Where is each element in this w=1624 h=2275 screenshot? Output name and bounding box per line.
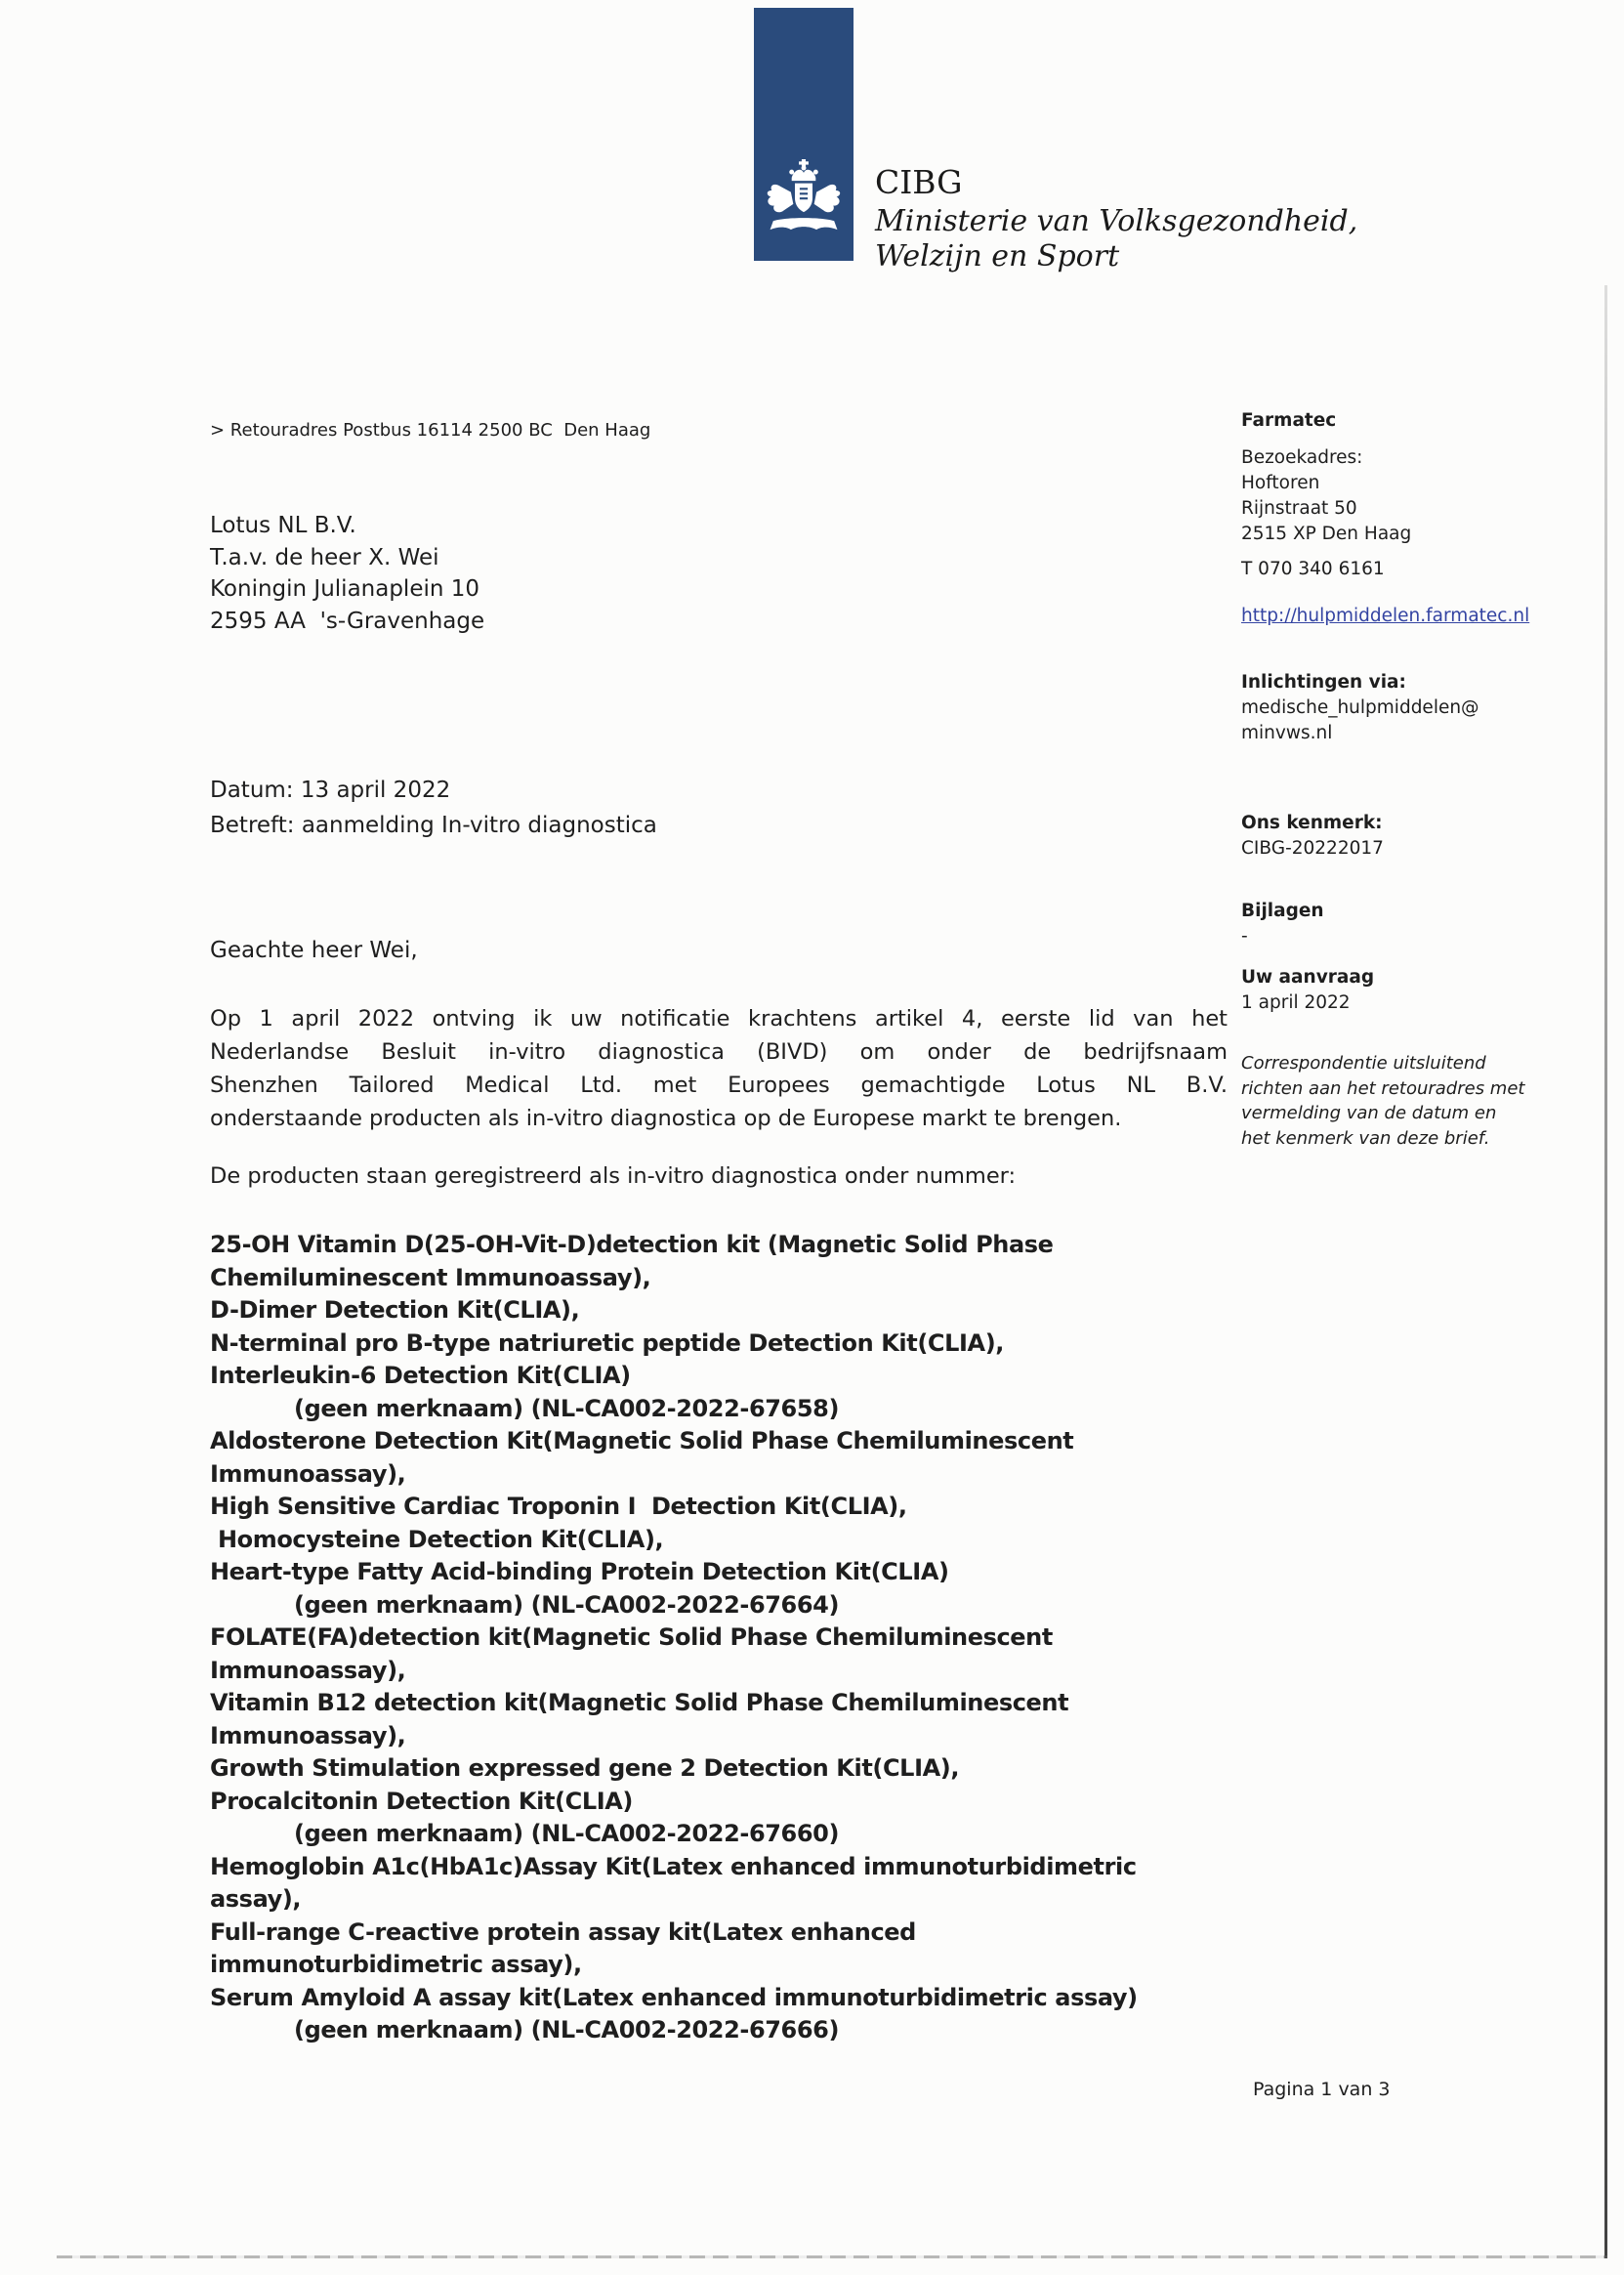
salutation: Geachte heer Wei, xyxy=(210,938,418,963)
product-line: assay), xyxy=(210,1885,302,1913)
coat-of-arms-icon xyxy=(764,154,844,244)
logo-ministry-line2: Welzijn en Sport xyxy=(875,239,1120,274)
product-line: Hemoglobin A1c(HbA1c)Assay Kit(Latex enhanced immunoturbidimetric xyxy=(210,1852,1137,1880)
product-line: Full-range C-reactive protein assay kit(Latex enhanced xyxy=(210,1917,916,1946)
product-line: 25-OH Vitamin D(25-OH-Vit-D)detection kit (Magnetic Solid Phase xyxy=(210,1231,1054,1258)
scan-edge-vertical-line xyxy=(1604,285,1607,2258)
product-line: Heart-type Fatty Acid-binding Protein Detection Kit(CLIA) xyxy=(210,1558,949,1585)
sidebar-inlichtingen xyxy=(1241,670,1479,746)
product-line: Aldosterone Detection Kit(Magnetic Solid Phase Chemiluminescent xyxy=(210,1427,1074,1454)
aanvraag-label: Uw aanvraag xyxy=(1241,967,1375,988)
product-line: Homocysteine Detection Kit(CLIA), xyxy=(210,1525,664,1553)
product-line: High Sensitive Cardiac Troponin I Detection Kit(CLIA), xyxy=(210,1493,907,1520)
correspondence-note-line: richten aan het retouradres met xyxy=(1241,1077,1525,1099)
rijksoverheid-logo xyxy=(754,8,854,261)
logo-org-name: CIBG xyxy=(875,163,963,201)
product-line: Immunoassay), xyxy=(210,1721,406,1749)
visit-address-line: 2515 XP Den Haag xyxy=(1241,524,1412,544)
product-line: (geen merknaam) (NL-CA002-2022-67660) xyxy=(294,1820,840,1847)
product-line: Procalcitonin Detection Kit(CLIA) xyxy=(210,1787,633,1815)
sidebar-department: Farmatec xyxy=(1241,410,1337,431)
visit-address-lines xyxy=(1241,471,1411,547)
farmatec-link[interactable]: http://hulpmiddelen.farmatec.nl xyxy=(1241,606,1530,626)
product-list xyxy=(210,1229,1138,2047)
sidebar-kenmerk xyxy=(1241,811,1384,862)
recipient-address-line: Koningin Julianaplein 10 xyxy=(210,576,480,602)
retouradres-line: > Retouradres Postbus 16114 2500 BC Den Haag xyxy=(210,420,651,441)
page-number: Pagina 1 van 3 xyxy=(1253,2079,1391,2100)
correspondence-note xyxy=(1241,1051,1524,1151)
product-line: Immunoassay), xyxy=(210,1459,406,1488)
date-subject-block xyxy=(210,773,657,843)
aanvraag-value: 1 april 2022 xyxy=(1241,992,1351,1013)
product-line: Interleukin-6 Detection Kit(CLIA) xyxy=(210,1362,631,1389)
sidebar-phone: T 070 340 6161 xyxy=(1241,559,1385,579)
visit-address-label: Bezoekadres: xyxy=(1241,447,1363,468)
body-paragraph-line: onderstaande producten als in-vitro diagnostica op de Europese markt te brengen. xyxy=(210,1106,1122,1131)
product-line: FOLATE(FA)detection kit(Magnetic Solid Phase Chemiluminescent xyxy=(210,1623,1053,1651)
product-line: N-terminal pro B-type natriuretic peptide Detection Kit(CLIA), xyxy=(210,1328,1004,1357)
product-line: Vitamin B12 detection kit(Magnetic Solid Phase Chemiluminescent xyxy=(210,1689,1069,1716)
visit-address-line: Hoftoren xyxy=(1241,473,1320,493)
inlichtingen-lines xyxy=(1241,695,1479,746)
bijlagen-value: - xyxy=(1241,926,1248,947)
recipient-address-block xyxy=(210,510,484,637)
sidebar-link-wrap xyxy=(1241,606,1529,626)
body-paragraph-line: Shenzhen Tailored Medical Ltd. met Europees gemachtigde Lotus NL B.V. xyxy=(210,1073,1228,1098)
product-line: Growth Stimulation expressed gene 2 Detection Kit(CLIA), xyxy=(210,1754,960,1782)
kenmerk-label: Ons kenmerk: xyxy=(1241,813,1383,833)
sidebar-bijlagen xyxy=(1241,899,1324,949)
product-line: (geen merknaam) (NL-CA002-2022-67658) xyxy=(294,1394,840,1422)
inlichtingen-label: Inlichtingen via: xyxy=(1241,672,1406,693)
logo-ministry-line1: Ministerie van Volksgezondheid, xyxy=(875,204,1358,238)
scan-edge-bottom-line xyxy=(57,2255,1607,2258)
letter-meta-line: Betreft: aanmelding In-vitro diagnostica xyxy=(210,813,657,838)
recipient-address-line: T.a.v. de heer X. Wei xyxy=(210,544,439,570)
inlichtingen-line: minvws.nl xyxy=(1241,723,1333,743)
product-line: (geen merknaam) (NL-CA002-2022-67666) xyxy=(294,2016,840,2043)
correspondence-note-line: Correspondentie uitsluitend xyxy=(1241,1053,1486,1074)
inlichtingen-line: medische_hulpmiddelen@ xyxy=(1241,697,1479,718)
correspondence-note-line: vermelding van de datum en xyxy=(1241,1103,1497,1123)
kenmerk-value: CIBG-20222017 xyxy=(1241,838,1384,859)
product-line: Chemiluminescent Immunoassay), xyxy=(210,1263,651,1291)
product-line: D-Dimer Detection Kit(CLIA), xyxy=(210,1296,580,1324)
recipient-address-line: Lotus NL B.V. xyxy=(210,513,356,538)
logo-text xyxy=(875,163,1358,274)
recipient-address-line: 2595 AA 's-Gravenhage xyxy=(210,608,485,634)
product-line: (geen merknaam) (NL-CA002-2022-67664) xyxy=(294,1590,840,1619)
products-intro-line: De producten staan geregistreerd als in-vitro diagnostica onder nummer: xyxy=(210,1163,1017,1189)
body-paragraph xyxy=(210,1002,1228,1135)
body-paragraph-line: Op 1 april 2022 ontving ik uw notificatie krachtens artikel 4, eerste lid van het xyxy=(210,1006,1228,1032)
product-line: Immunoassay), xyxy=(210,1656,406,1684)
product-line: Serum Amyloid A assay kit(Latex enhanced immunoturbidimetric assay) xyxy=(210,1983,1138,2011)
body-paragraph-line: Nederlandse Besluit in-vitro diagnostica (BIVD) om onder de bedrijfsnaam xyxy=(210,1039,1228,1065)
visit-address-line: Rijnstraat 50 xyxy=(1241,498,1357,519)
bijlagen-label: Bijlagen xyxy=(1241,901,1324,921)
letter-meta-line: Datum: 13 april 2022 xyxy=(210,778,451,803)
correspondence-note-line: het kenmerk van deze brief. xyxy=(1241,1127,1490,1149)
product-line: immunoturbidimetric assay), xyxy=(210,1951,582,1978)
sidebar-aanvraag xyxy=(1241,965,1374,1016)
sidebar-visit-address xyxy=(1241,445,1411,547)
